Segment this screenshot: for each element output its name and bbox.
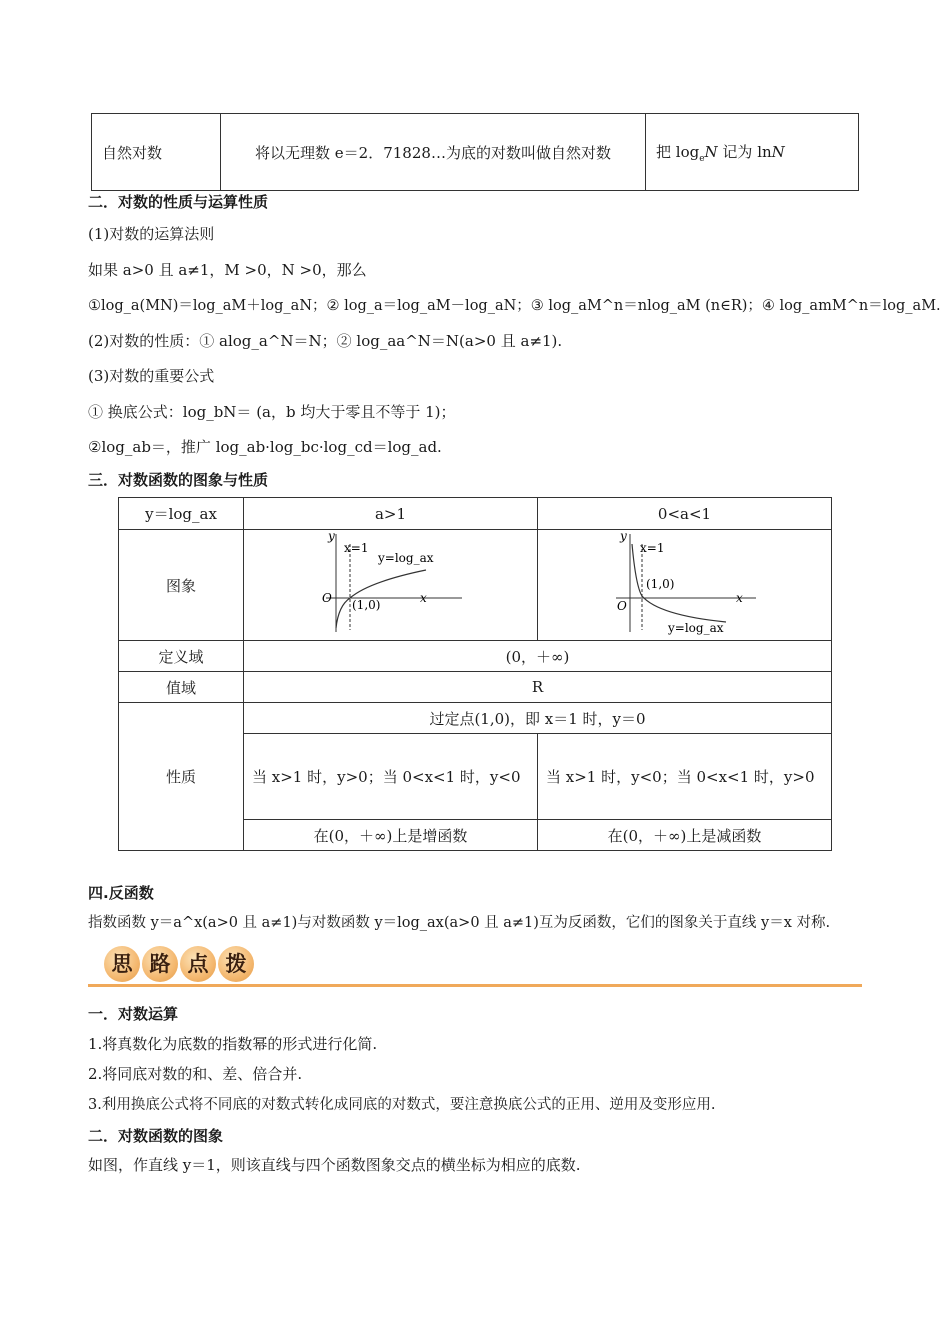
point-label: (1,0) bbox=[645, 577, 674, 591]
banner-char: 拨 bbox=[218, 946, 254, 982]
section-heading: 四.反函数 bbox=[88, 884, 154, 902]
paragraph: 如图，作直线 y＝1，则该直线与四个函数图象交点的横坐标为相应的底数. bbox=[88, 1156, 581, 1174]
paragraph: 如果 a>0 且 a≠1，M >0，N >0，那么 bbox=[88, 261, 367, 279]
range-value: R bbox=[244, 672, 832, 703]
monotonic-cell-increasing: 在(0，＋∞)上是增函数 bbox=[244, 820, 538, 851]
vline-label: x=1 bbox=[343, 541, 368, 555]
paragraph: 3.利用换底公式将不同底的对数式转化成同底的对数式，要注意换底公式的正用、逆用及变形应用. bbox=[88, 1097, 716, 1113]
graph-increasing bbox=[316, 530, 466, 636]
section-heading: 二．对数函数的图象 bbox=[88, 1127, 224, 1145]
vline-label: x=1 bbox=[639, 541, 664, 555]
table-row bbox=[119, 498, 832, 530]
natural-log-table bbox=[91, 113, 859, 191]
row-label: 图象 bbox=[119, 530, 244, 641]
curve-label: y=log_ax bbox=[667, 621, 723, 635]
y-axis-label: y bbox=[327, 530, 335, 543]
monotonic-cell-decreasing: 在(0，＋∞)上是减函数 bbox=[538, 820, 832, 851]
section-heading: 二．对数的性质与运算性质 bbox=[88, 193, 269, 211]
formula-line: ①log_a(MN)＝log_aM＋log_aN；② log_a＝log_aM－log_aN；③ log_aM^n＝nlog_aM (n∈R)；④ log_amM^n＝log_aM. bbox=[88, 298, 941, 314]
formula-line: (2)对数的性质：① alog_a^N＝N；② log_aa^N＝N(a>0 且 a≠1). bbox=[88, 332, 563, 350]
table-row bbox=[119, 530, 832, 641]
tips-banner bbox=[88, 944, 862, 988]
header-cell: y＝log_ax bbox=[119, 498, 244, 530]
notation-cell: 把 $\log_eN$ 记为 lnN bbox=[646, 114, 859, 191]
table-row bbox=[92, 114, 859, 191]
domain-value: (0，＋∞) bbox=[244, 641, 832, 672]
origin-label: O bbox=[321, 591, 332, 605]
banner-char: 路 bbox=[142, 946, 178, 982]
curve-label: y=log_ax bbox=[377, 551, 433, 565]
row-label: 性质 bbox=[119, 703, 244, 851]
section-heading: 一．对数运算 bbox=[88, 1005, 179, 1023]
row-label: 定义域 bbox=[119, 641, 244, 672]
paragraph: 1.将真数化为底数的指数幂的形式进行化简. bbox=[88, 1035, 378, 1053]
row-label: 值域 bbox=[119, 672, 244, 703]
banner-char: 点 bbox=[180, 946, 216, 982]
header-cell: a>1 bbox=[244, 498, 538, 530]
paragraph: 指数函数 y＝a^x(a>0 且 a≠1)与对数函数 y＝log_ax(a>0 且 a≠1)互为反函数，它们的图象关于直线 y＝x 对称. bbox=[88, 915, 831, 931]
banner-char: 思 bbox=[104, 946, 140, 982]
log-function-table bbox=[118, 497, 832, 851]
paragraph: 2.将同底对数的和、差、倍合并. bbox=[88, 1065, 303, 1083]
fixed-point-cell: 过定点(1,0)，即 x＝1 时，y＝0 bbox=[244, 703, 832, 734]
table-row bbox=[119, 703, 832, 734]
term-cell: 自然对数 bbox=[92, 114, 221, 191]
sign-cell-increasing: 当 x>1 时，y>0；当 0<x<1 时，y<0 bbox=[244, 734, 538, 820]
graph-decreasing bbox=[610, 530, 760, 636]
point-label: (1,0) bbox=[351, 598, 380, 612]
paragraph: (1)对数的运算法则 bbox=[88, 225, 215, 243]
table-row bbox=[119, 672, 832, 703]
paragraph: (3)对数的重要公式 bbox=[88, 367, 215, 385]
definition-cell: 将以无理数 e＝2．71828…为底的对数叫做自然对数 bbox=[221, 114, 646, 191]
section-heading: 三．对数函数的图象与性质 bbox=[88, 471, 269, 489]
y-axis-label: y bbox=[619, 530, 627, 543]
banner-rule bbox=[88, 984, 862, 987]
origin-label: O bbox=[616, 599, 627, 613]
graph-cell-increasing bbox=[244, 530, 538, 641]
header-cell: 0<a<1 bbox=[538, 498, 832, 530]
x-axis-label: x bbox=[419, 591, 427, 605]
graph-cell-decreasing bbox=[538, 530, 832, 641]
table-row bbox=[119, 641, 832, 672]
formula-line: ① 换底公式：log_bN＝ (a，b 均大于零且不等于 1)； bbox=[88, 403, 456, 421]
sign-cell-decreasing: 当 x>1 时，y<0；当 0<x<1 时，y>0 bbox=[538, 734, 832, 820]
x-axis-label: x bbox=[735, 591, 743, 605]
formula-line: ②log_ab＝，推广 log_ab·log_bc·log_cd＝log_ad. bbox=[88, 438, 442, 456]
